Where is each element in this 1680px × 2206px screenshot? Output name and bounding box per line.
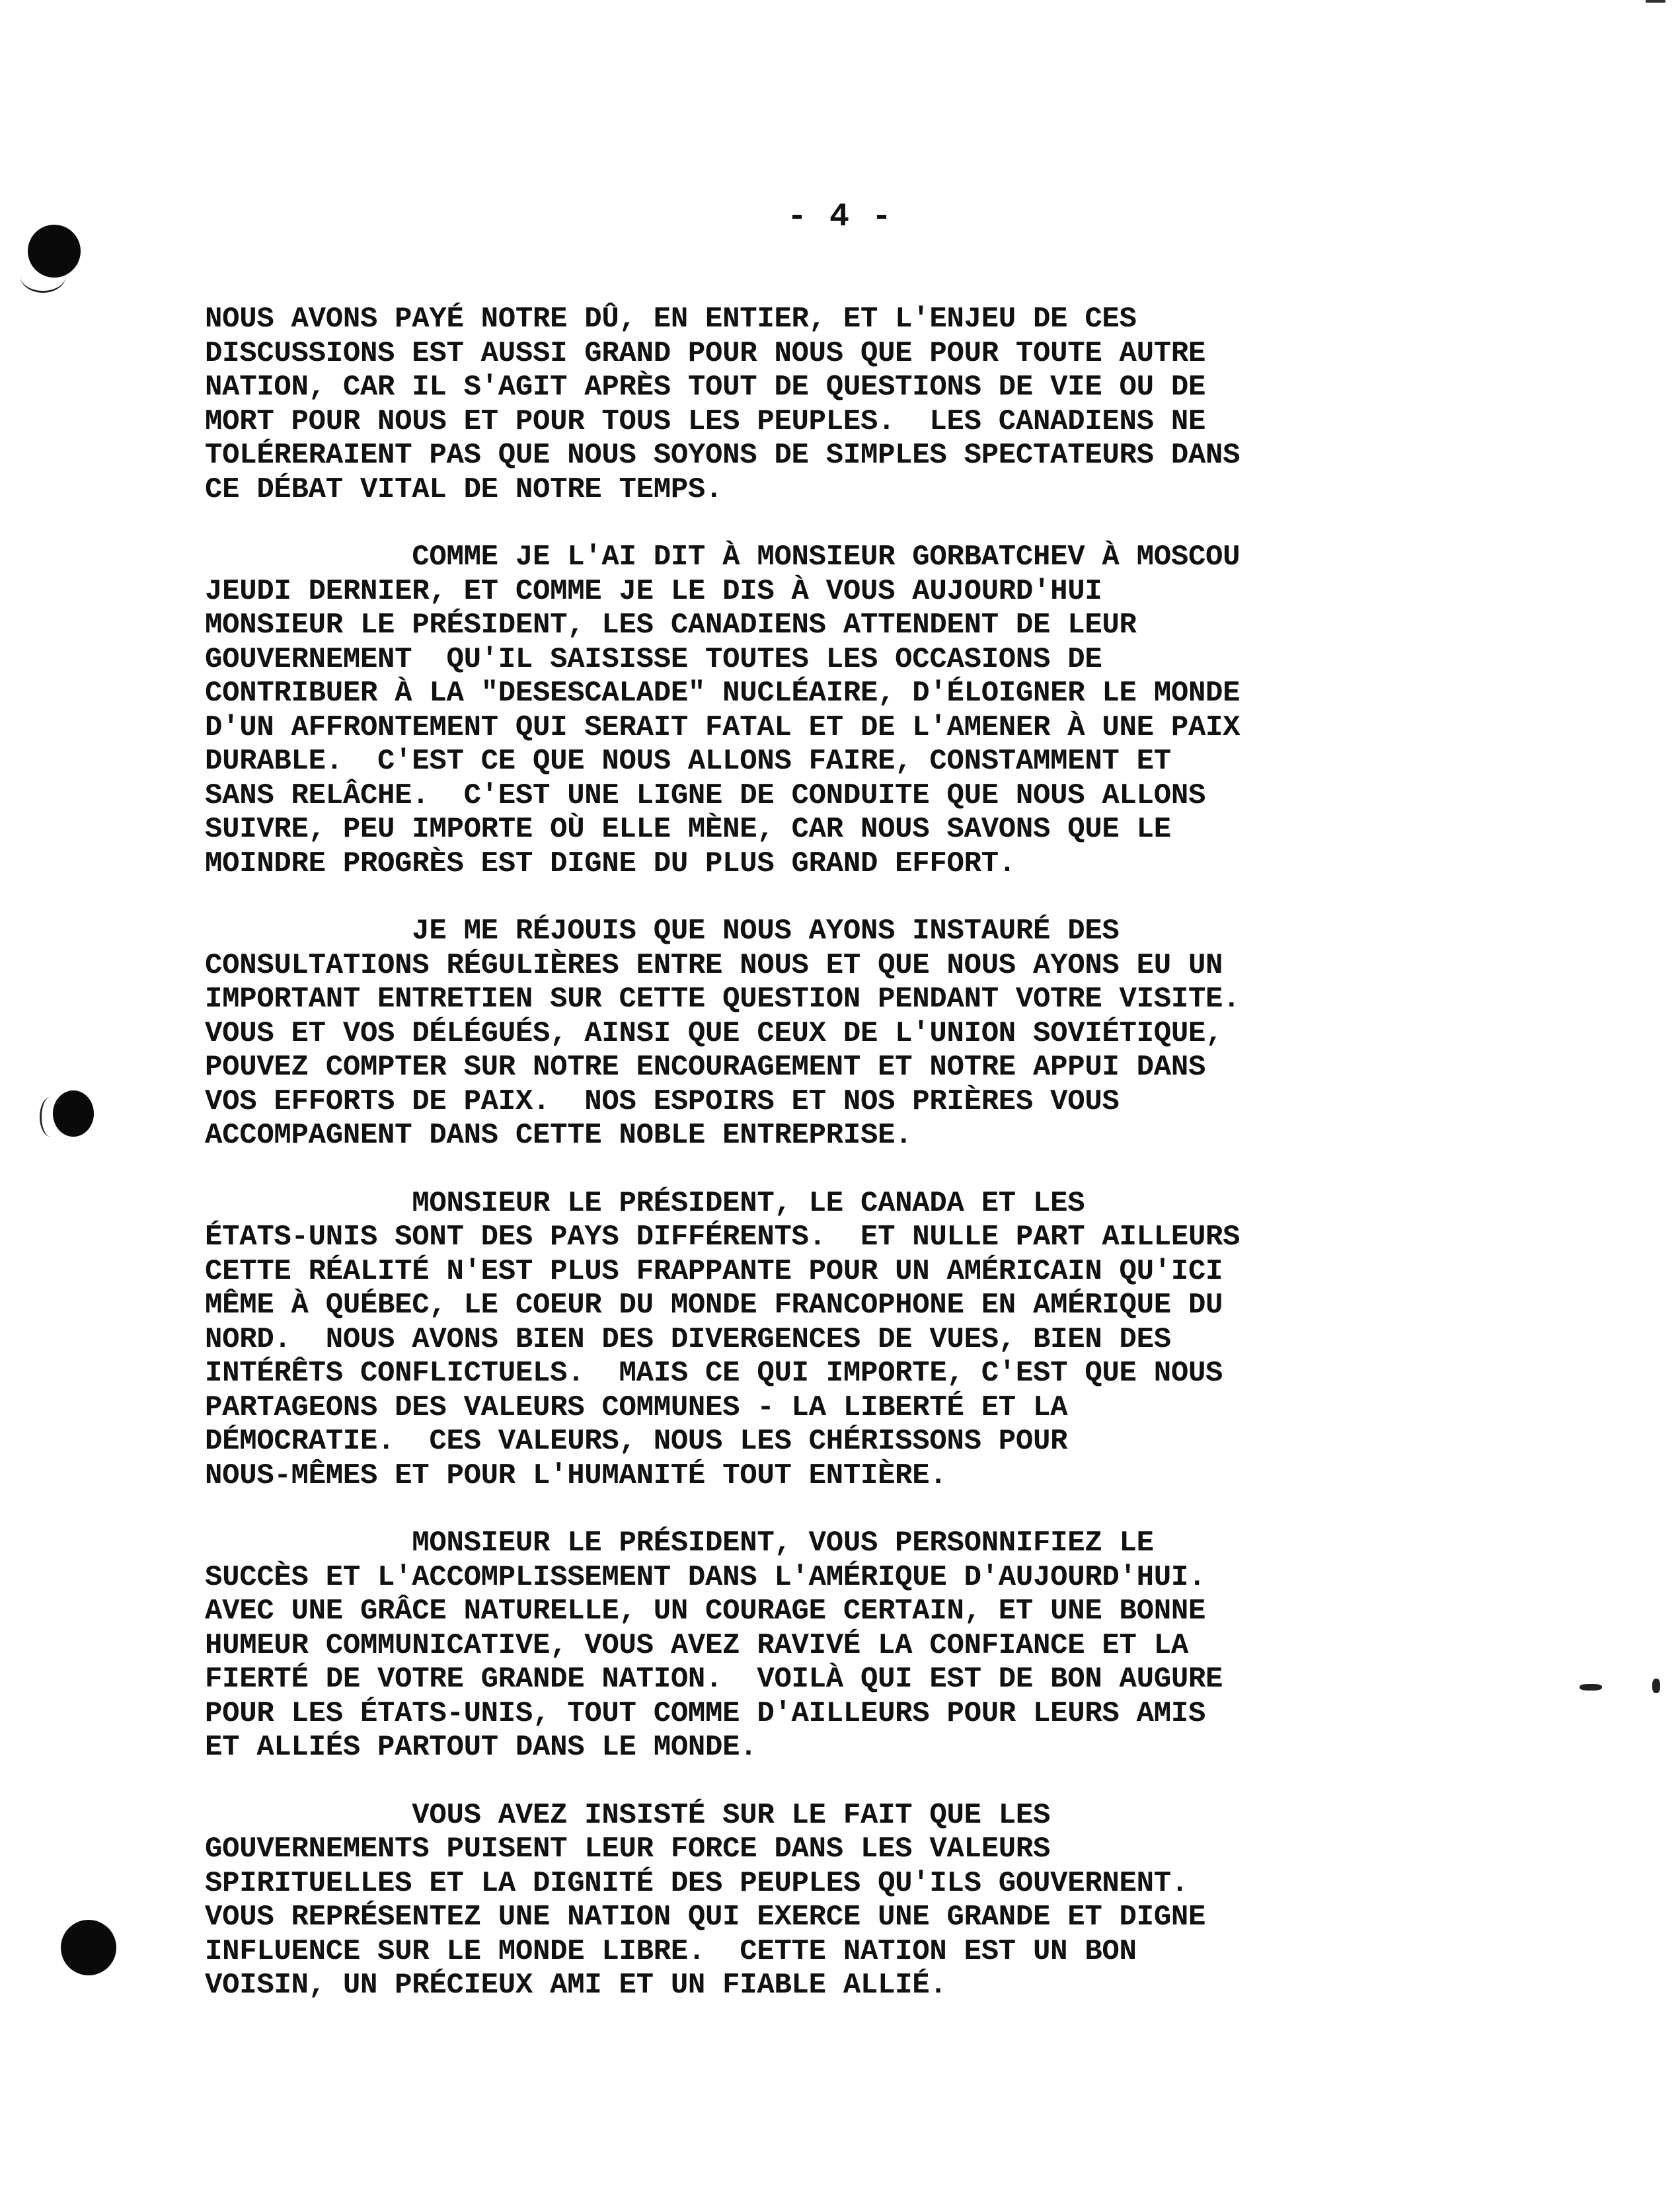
text-line: CETTE RÉALITÉ N'EST PLUS FRAPPANTE POUR UN AMÉRICAIN QU'ICI (205, 1254, 1223, 1288)
text-line: VOUS ET VOS DÉLÉGUÉS, AINSI QUE CEUX DE L'UNION SOVIÉTIQUE, (205, 1016, 1223, 1050)
text-line: JEUDI DERNIER, ET COMME JE LE DIS À VOUS AUJOURD'HUI (205, 574, 1102, 608)
text-line: ÉTATS-UNIS SONT DES PAYS DIFFÉRENTS. ET NULLE PART AILLEURS (205, 1221, 1241, 1254)
document-body (205, 303, 1527, 2037)
paragraph (205, 541, 1527, 881)
text-line: AVEC UNE GRÂCE NATURELLE, UN COURAGE CERTAIN, ET UNE BONNE (205, 1595, 1206, 1628)
punch-hole-shadow (40, 1097, 61, 1137)
text-line: SPIRITUELLES ET LA DIGNITÉ DES PEUPLES QU'ILS GOUVERNENT. (205, 1866, 1188, 1900)
text-line: VOS EFFORTS DE PAIX. NOS ESPOIRS ET NOS PRIÈRES VOUS (205, 1084, 1120, 1118)
text-line: NORD. NOUS AVONS BIEN DES DIVERGENCES DE VUES, BIEN DES (205, 1322, 1171, 1356)
text-line: FIERTÉ DE VOTRE GRANDE NATION. VOILÀ QUI EST DE BON AUGURE (205, 1663, 1223, 1696)
text-line: D'UN AFFRONTEMENT QUI SERAIT FATAL ET DE L'AMENER À UNE PAIX (205, 710, 1241, 744)
text-line: CE DÉBAT VITAL DE NOTRE TEMPS. (205, 473, 723, 506)
text-line: CONSULTATIONS RÉGULIÈRES ENTRE NOUS ET QUE NOUS AYONS EU UN (205, 948, 1223, 982)
text-line: CONTRIBUER À LA "DESESCALADE" NUCLÉAIRE, D'ÉLOIGNER LE MONDE (205, 677, 1241, 710)
text-line: HUMEUR COMMUNICATIVE, VOUS AVEZ RAVIVÉ LA CONFIANCE ET LA (205, 1628, 1188, 1662)
paragraph (205, 1527, 1527, 1765)
text-line: NOUS AVONS PAYÉ NOTRE DÛ, EN ENTIER, ET L'ENJEU DE CES (205, 303, 1137, 336)
text-line: VOUS REPRÉSENTEZ UNE NATION QUI EXERCE UNE GRANDE ET DIGNE (205, 1901, 1206, 1934)
text-line: MONSIEUR LE PRÉSIDENT, VOUS PERSONNIFIEZ LE (205, 1527, 1154, 1560)
text-line: COMME JE L'AI DIT À MONSIEUR GORBATCHEV À MOSCOU (205, 541, 1241, 574)
text-line: MONSIEUR LE PRÉSIDENT, LES CANADIENS ATTENDENT DE LEUR (205, 609, 1137, 642)
paragraph (205, 1187, 1527, 1494)
scan-mark (1646, 0, 1665, 3)
text-line: MORT POUR NOUS ET POUR TOUS LES PEUPLES. LES CANADIENS NE (205, 404, 1206, 438)
text-line: SUIVRE, PEU IMPORTE OÙ ELLE MÈNE, CAR NOUS SAVONS QUE LE (205, 813, 1171, 846)
text-line: INTÉRÊTS CONFLICTUELS. MAIS CE QUI IMPORTE, C'EST QUE NOUS (205, 1357, 1223, 1390)
punch-hole-shadow (20, 258, 66, 293)
text-line: INFLUENCE SUR LE MONDE LIBRE. CETTE NATION EST UN BON (205, 1934, 1137, 1968)
text-line: NOUS-MÊMES ET POUR L'HUMANITÉ TOUT ENTIÈRE. (205, 1459, 947, 1492)
paragraph (205, 1799, 1527, 2003)
text-line: IMPORTANT ENTRETIEN SUR CETTE QUESTION PENDANT VOTRE VISITE. (205, 983, 1241, 1016)
ink-smudge (1580, 1684, 1602, 1691)
text-line: MOINDRE PROGRÈS EST DIGNE DU PLUS GRAND EFFORT. (205, 847, 1016, 880)
ink-smudge (1652, 1679, 1660, 1693)
text-line: GOUVERNEMENT QU'IL SAISISSE TOUTES LES OCCASIONS DE (205, 642, 1102, 676)
text-line: JE ME RÉJOUIS QUE NOUS AYONS INSTAURÉ DES (205, 915, 1120, 948)
text-line: DURABLE. C'EST CE QUE NOUS ALLONS FAIRE, CONSTAMMENT ET (205, 745, 1171, 778)
text-line: POUR LES ÉTATS-UNIS, TOUT COMME D'AILLEURS POUR LEURS AMIS (205, 1696, 1206, 1730)
paragraph (205, 303, 1527, 507)
text-line: VOUS AVEZ INSISTÉ SUR LE FAIT QUE LES (205, 1798, 1051, 1832)
text-line: MONSIEUR LE PRÉSIDENT, LE CANADA ET LES (205, 1186, 1085, 1220)
text-line: DÉMOCRATIE. CES VALEURS, NOUS LES CHÉRISSONS POUR (205, 1425, 1068, 1458)
text-line: ACCOMPAGNENT DANS CETTE NOBLE ENTREPRISE. (205, 1119, 913, 1152)
text-line: VOISIN, UN PRÉCIEUX AMI ET UN FIABLE ALLIÉ. (205, 1969, 947, 2002)
text-line: SUCCÈS ET L'ACCOMPLISSEMENT DANS L'AMÉRIQUE D'AUJOURD'HUI. (205, 1560, 1206, 1594)
text-line: POUVEZ COMPTER SUR NOTRE ENCOURAGEMENT ET NOTRE APPUI DANS (205, 1051, 1206, 1084)
text-line: PARTAGEONS DES VALEURS COMMUNES - LA LIBERTÉ ET LA (205, 1390, 1068, 1424)
text-line: GOUVERNEMENTS PUISENT LEUR FORCE DANS LES VALEURS (205, 1833, 1051, 1866)
text-line: MÊME À QUÉBEC, LE COEUR DU MONDE FRANCOPHONE EN AMÉRIQUE DU (205, 1289, 1223, 1322)
text-line: ET ALLIÉS PARTOUT DANS LE MONDE. (205, 1731, 757, 1764)
text-line: NATION, CAR IL S'AGIT APRÈS TOUT DE QUESTIONS DE VIE OU DE (205, 371, 1206, 404)
text-line: TOLÉRERAIENT PAS QUE NOUS SOYONS DE SIMPLES SPECTATEURS DANS (205, 439, 1241, 472)
paragraph (205, 915, 1527, 1153)
text-line: SANS RELÂCHE. C'EST UNE LIGNE DE CONDUITE QUE NOUS ALLONS (205, 779, 1206, 812)
punch-hole (61, 1920, 116, 1975)
page-number: - 4 - (786, 198, 894, 236)
text-line: DISCUSSIONS EST AUSSI GRAND POUR NOUS QUE POUR TOUTE AUTRE (205, 336, 1206, 370)
